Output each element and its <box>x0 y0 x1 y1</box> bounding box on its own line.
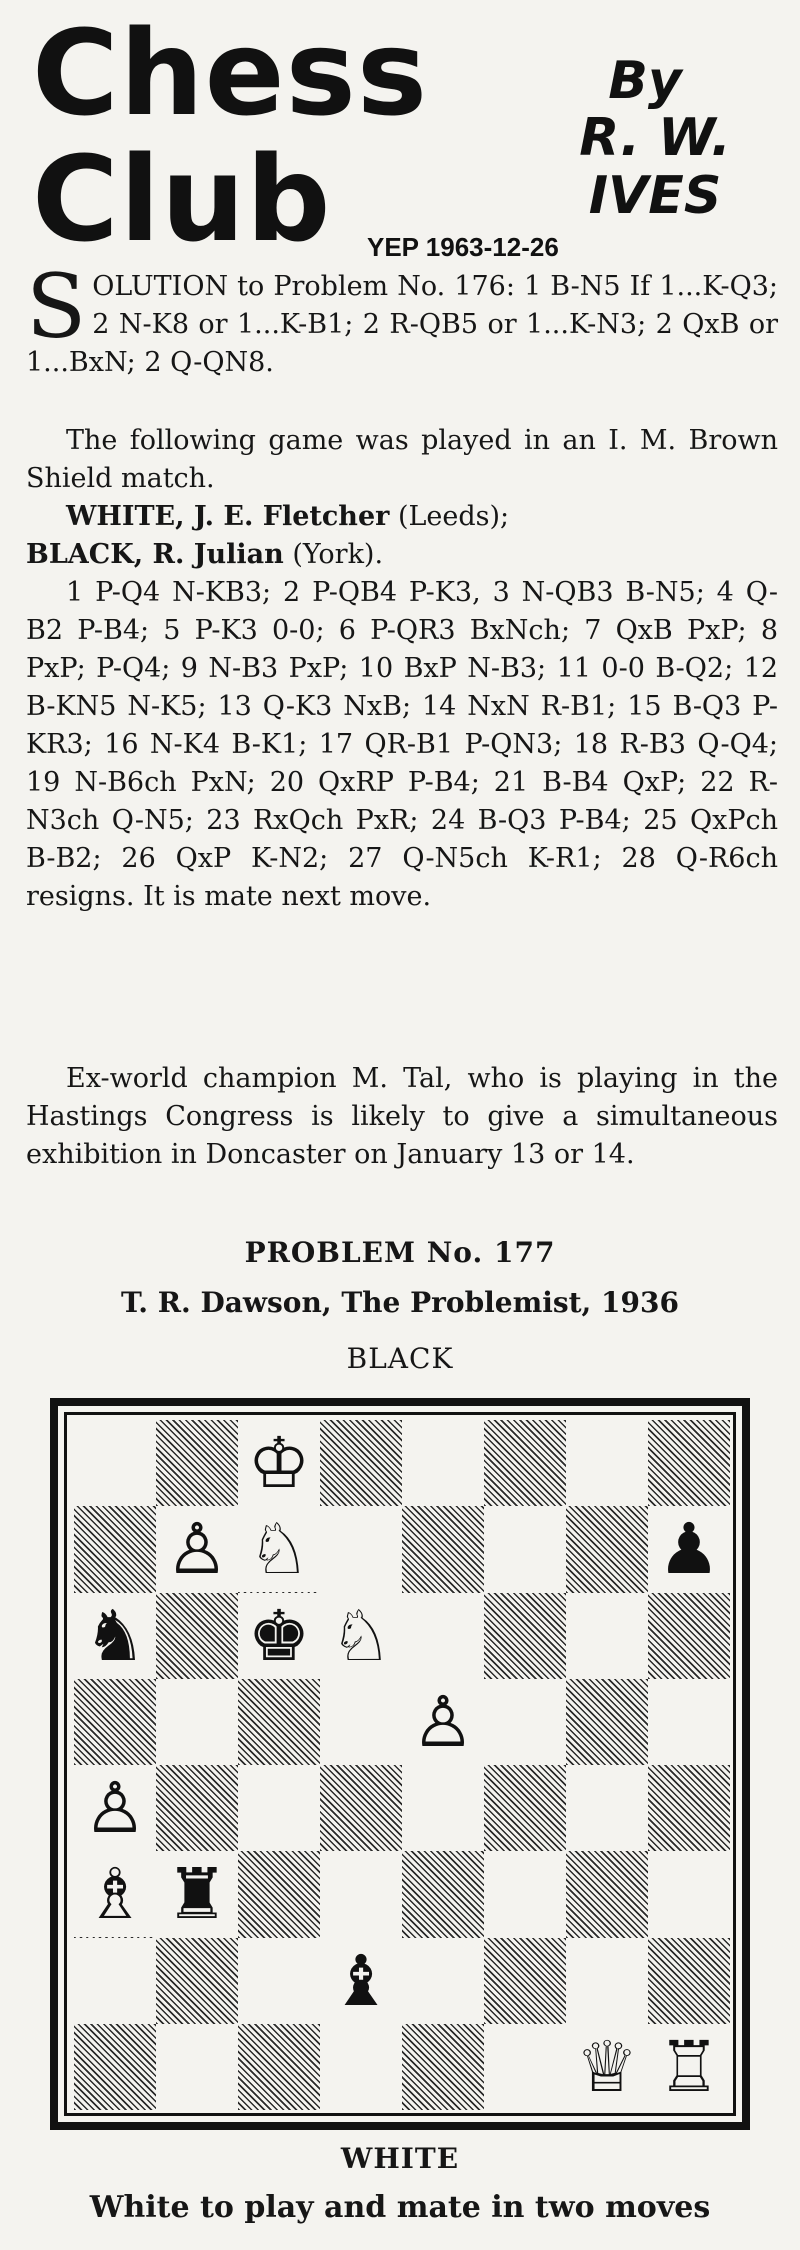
square-f1 <box>484 2024 566 2110</box>
square-b8 <box>156 1420 238 1506</box>
black-rook-icon: ♜ <box>156 1851 238 1937</box>
square-d7 <box>320 1506 402 1592</box>
black-side-label: BLACK <box>346 1342 454 1375</box>
square-b4 <box>156 1765 238 1851</box>
square-g5 <box>566 1679 648 1765</box>
square-g7 <box>566 1506 648 1592</box>
square-a6 <box>74 1593 156 1679</box>
white-queen-icon: ♕ <box>566 2024 648 2110</box>
square-b5 <box>156 1679 238 1765</box>
square-b6 <box>156 1593 238 1679</box>
chess-diagram-frame <box>50 1398 750 2130</box>
white-player: WHITE, J. E. Fletcher <box>66 501 390 532</box>
byline-by: By <box>608 51 682 111</box>
problem-stipulation: White to play and mate in two moves <box>89 2190 711 2225</box>
dateline: YEP 1963-12-26 <box>367 232 559 262</box>
solution-paragraph <box>26 255 778 382</box>
square-b1 <box>156 2024 238 2110</box>
square-f6 <box>484 1593 566 1679</box>
square-e4 <box>402 1765 484 1851</box>
square-e8 <box>402 1420 484 1506</box>
black-pawn-icon: ♟ <box>648 1506 730 1592</box>
square-d4 <box>320 1765 402 1851</box>
square-f3 <box>484 1851 566 1937</box>
square-e1 <box>402 2024 484 2110</box>
white-rook-icon: ♖ <box>648 2024 730 2110</box>
square-g3 <box>566 1851 648 1937</box>
square-h6 <box>648 1593 730 1679</box>
square-h3 <box>648 1851 730 1937</box>
white-pawn-icon: ♙ <box>402 1679 484 1765</box>
square-a1 <box>74 2024 156 2110</box>
chess-board <box>74 1420 730 2110</box>
square-e5 <box>402 1679 484 1765</box>
white-bishop-icon: ♗ <box>74 1851 156 1937</box>
black-knight-icon: ♞ <box>74 1593 156 1679</box>
white-club: (Leeds); <box>397 501 510 532</box>
square-d3 <box>320 1851 402 1937</box>
game-intro: The following game was played in an I. M. Brown Shield match. <box>26 425 778 494</box>
square-g2 <box>566 1938 648 2024</box>
square-c8 <box>238 1420 320 1506</box>
square-a7 <box>74 1506 156 1592</box>
square-c3 <box>238 1851 320 1937</box>
square-g6 <box>566 1593 648 1679</box>
square-h2 <box>648 1938 730 2024</box>
square-b3 <box>156 1851 238 1937</box>
square-a8 <box>74 1420 156 1506</box>
white-pawn-icon: ♙ <box>74 1765 156 1851</box>
problem-title: PROBLEM No. 177 <box>244 1236 556 1269</box>
square-f2 <box>484 1938 566 2024</box>
byline-surname: IVES <box>588 166 722 226</box>
black-king-icon: ♚ <box>238 1593 320 1679</box>
square-h7 <box>648 1506 730 1592</box>
square-e2 <box>402 1938 484 2024</box>
square-f4 <box>484 1765 566 1851</box>
square-c4 <box>238 1765 320 1851</box>
square-h1 <box>648 2024 730 2110</box>
square-c2 <box>238 1938 320 2024</box>
square-d2 <box>320 1938 402 2024</box>
white-knight-icon: ♘ <box>238 1506 320 1592</box>
players-line <box>26 498 778 574</box>
square-a5 <box>74 1679 156 1765</box>
white-knight-icon: ♘ <box>320 1593 402 1679</box>
black-player: BLACK, R. Julian <box>26 539 284 570</box>
square-d5 <box>320 1679 402 1765</box>
square-a3 <box>74 1851 156 1937</box>
title-club: Club <box>32 130 332 268</box>
byline-initials: R. W. <box>579 108 731 168</box>
square-e6 <box>402 1593 484 1679</box>
white-king-icon: ♔ <box>238 1420 320 1506</box>
square-a2 <box>74 1938 156 2024</box>
square-f7 <box>484 1506 566 1592</box>
square-h5 <box>648 1679 730 1765</box>
square-f8 <box>484 1420 566 1506</box>
square-h4 <box>648 1765 730 1851</box>
square-e7 <box>402 1506 484 1592</box>
square-f5 <box>484 1679 566 1765</box>
square-b2 <box>156 1938 238 2024</box>
square-d8 <box>320 1420 402 1506</box>
square-d6 <box>320 1593 402 1679</box>
square-e3 <box>402 1851 484 1937</box>
square-c6 <box>238 1593 320 1679</box>
square-c7 <box>238 1506 320 1592</box>
drop-cap: S <box>26 255 87 358</box>
news-paragraph: Ex-world champion M. Tal, who is playing in the Hastings Congress is likely to give a simultaneous exhibition in Doncaster on January 13 or 14. <box>26 1063 778 1170</box>
square-g4 <box>566 1765 648 1851</box>
title-chess: Chess <box>32 4 429 142</box>
black-bishop-icon: ♝ <box>320 1938 402 2024</box>
square-g8 <box>566 1420 648 1506</box>
square-c5 <box>238 1679 320 1765</box>
square-b7 <box>156 1506 238 1592</box>
white-side-label: WHITE <box>340 2142 460 2175</box>
square-h8 <box>648 1420 730 1506</box>
problem-source: T. R. Dawson, The Problemist, 1936 <box>121 1286 679 1319</box>
black-club: (York). <box>292 539 384 570</box>
square-c1 <box>238 2024 320 2110</box>
white-pawn-icon: ♙ <box>156 1506 238 1592</box>
game-moves: 1 P-Q4 N-KB3; 2 P-QB4 P-K3, 3 N-QB3 B-N5; 4 Q-B2 P-B4; 5 P-K3 0-0; 6 P-QR3 BxNch; 7 QxB PxP; 8 PxP; P-Q4; 9 N-B3 PxP; 10 BxP N-B3; 11 0-0 B-Q2; 12 B-KN5 N-K5; 13 Q-K3 NxB; 14 NxN R-B1; 15 B-Q3 P-KR3; 16 N-K4 B-K1; 17 QR-B1 P-QN3; 18 R-B3 Q-Q4; 19 N-B6ch PxN; 20 QxRP P-B4; 21 B-B4 QxP; 22 R-N3ch Q-N5; 23 RxQch PxR; 24 B-Q3 P-B4; 25 QxPch B-B2; 26 QxP K-N2; 27 Q-N5ch K-R1; 28 Q-R6ch resigns. It is mate next move. <box>26 577 778 912</box>
masthead <box>0 0 800 268</box>
solution-text: OLUTION to Problem No. 176: 1 B-N5 If 1...K-Q3; 2 N-K8 or 1...K-B1; 2 R-QB5 or 1...K-N3; 2 QxB or 1...BxN; 2 Q-QN8. <box>26 271 778 378</box>
square-g1 <box>566 2024 648 2110</box>
square-d1 <box>320 2024 402 2110</box>
square-a4 <box>74 1765 156 1851</box>
